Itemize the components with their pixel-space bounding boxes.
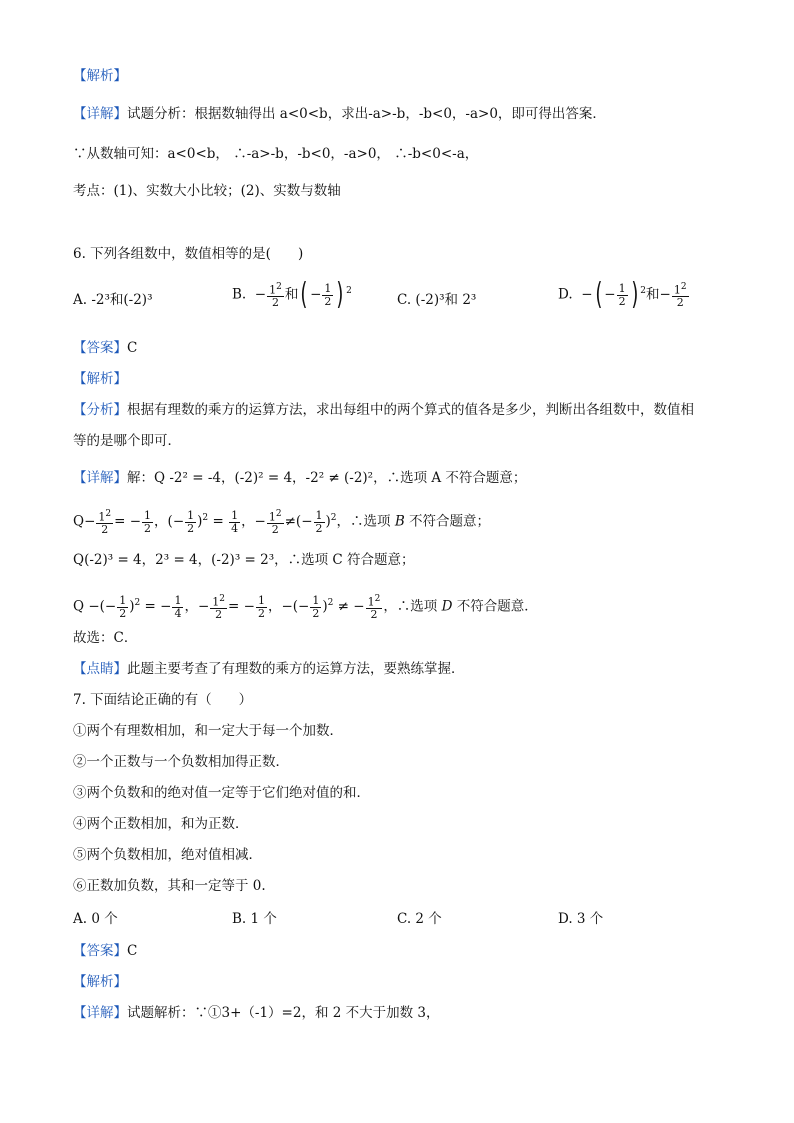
q7-jiexi-tag: 【解析】: [73, 974, 127, 990]
q6-answer-tag: 【答案】: [73, 340, 127, 356]
q5-line2: ∵从数轴可知：a<0<b， ∴-a>-b，-b<0，-a>0， ∴-b<0<-a，: [73, 146, 479, 162]
q6-detail-5: Q −(− $\frac{1}{2}$ )$^2$ = − $\frac{1}{4}$ ，− $\frac{1^2}{2}$ = − $\frac{1}{2}$ ，−(− $\frac{1}{2}$ )$^2$ ≠ − $\frac{1^2}{2}$ ，∴选项 D 不符合题意．: [73, 593, 538, 622]
q7-item-6: ⑥正数加负数，其和一定等于 0.: [73, 878, 266, 894]
q7-answer-tag: 【答案】: [73, 943, 127, 959]
q7-option-c: C. 2 个: [397, 911, 442, 927]
q6-detail-4: Q(-2)³ = 4，2³ = 4，(-2)³ = 2³，∴选项 C 符合题意；: [73, 552, 415, 568]
q7-detail: [73, 1004, 440, 1022]
q6-detail-1: [73, 469, 526, 487]
q7-item-1: ①两个有理数相加，和一定大于每一个加数．: [73, 723, 343, 739]
q6-stem: 6. 下列各组数中，数值相等的是( ): [73, 246, 304, 262]
q6-analysis-tag: 【分析】: [73, 402, 127, 418]
q6-jiexi-tag: 【解析】: [73, 371, 127, 387]
q7-answer: [73, 942, 137, 960]
q5-jiexi-tag: 【解析】: [73, 68, 127, 84]
q6-answer: [73, 339, 137, 357]
q7-item-5: ⑤两个负数相加，绝对值相减．: [73, 847, 262, 863]
q6-choose: 故选：C．: [73, 630, 138, 646]
q7-detail-tag: 【详解】: [73, 1005, 127, 1021]
q7-stem: 7. 下面结论正确的有（ ）: [73, 692, 253, 708]
q7-option-d: D. 3 个: [558, 911, 604, 927]
q7-option-a: A. 0 个: [73, 911, 118, 927]
q7-option-b: B. 1 个: [232, 911, 277, 927]
q6-option-b: B. − $\frac{1^2}{2}$ 和( − $\frac{1}{2}$ ) $^2$: [232, 277, 352, 312]
q7-item-2: ②一个正数与一个负数相加得正数．: [73, 754, 289, 770]
q6-option-c: C. (-2)³和 2³: [397, 292, 477, 308]
q5-detail: [73, 105, 606, 123]
q6-option-d-label: D.: [558, 286, 573, 303]
q6-analysis-2: 等的是哪个即可．: [73, 433, 181, 449]
q6-analysis-text: 根据有理数的乘方的运算方法，求出每组中的两个算式的值各是多少，判断出各组数中，数值相: [127, 402, 694, 418]
q6-detail-1-text: 解：Q -2² = -4，(-2)² = 4，-2² ≠ (-2)²，∴选项 A 不符合题意；: [127, 470, 527, 486]
q6-detail-tag: 【详解】: [73, 470, 127, 486]
q7-item-3: ③两个负数和的绝对值一定等于它们绝对值的和．: [73, 785, 370, 801]
q5-detail-text: 试题分析：根据数轴得出 a<0<b，求出-a>-b，-b<0，-a>0，即可得出答案．: [127, 106, 606, 122]
q6-detail-2: Q− $\frac{1^2}{2}$ = − $\frac{1}{2}$ ，(− $\frac{1}{2}$ )$^2$ = $\frac{1}{4}$ ，− $\frac{1^2}{2}$ ≠(− $\frac{1}{2}$ )$^2$，∴选项 B 不符合题意；: [73, 508, 491, 537]
q7-detail-text: 试题解析：∵①3+（-1）=2，和 2 不大于加数 3，: [127, 1005, 440, 1021]
q6-analysis-1: [73, 401, 694, 419]
q6-option-b-label: B.: [232, 286, 247, 303]
q6-answer-value: C: [127, 340, 138, 356]
q6-comment: [73, 660, 465, 678]
q6-option-a: A. -2³和(-2)³: [73, 292, 153, 308]
q7-answer-value: C: [127, 943, 138, 959]
q6-option-d: D. −( − $\frac{1}{2}$ ) $^2$和− $\frac{1^2}{2}$: [558, 277, 687, 312]
q5-detail-tag: 【详解】: [73, 106, 127, 122]
q6-comment-tag: 【点睛】: [73, 661, 127, 677]
q5-line3: 考点：(1)、实数大小比较；(2)、实数与数轴: [73, 183, 341, 199]
q6-comment-text: 此题主要考查了有理数的乘方的运算方法，要熟练掌握．: [127, 661, 465, 677]
q7-item-4: ④两个正数相加，和为正数．: [73, 816, 249, 832]
